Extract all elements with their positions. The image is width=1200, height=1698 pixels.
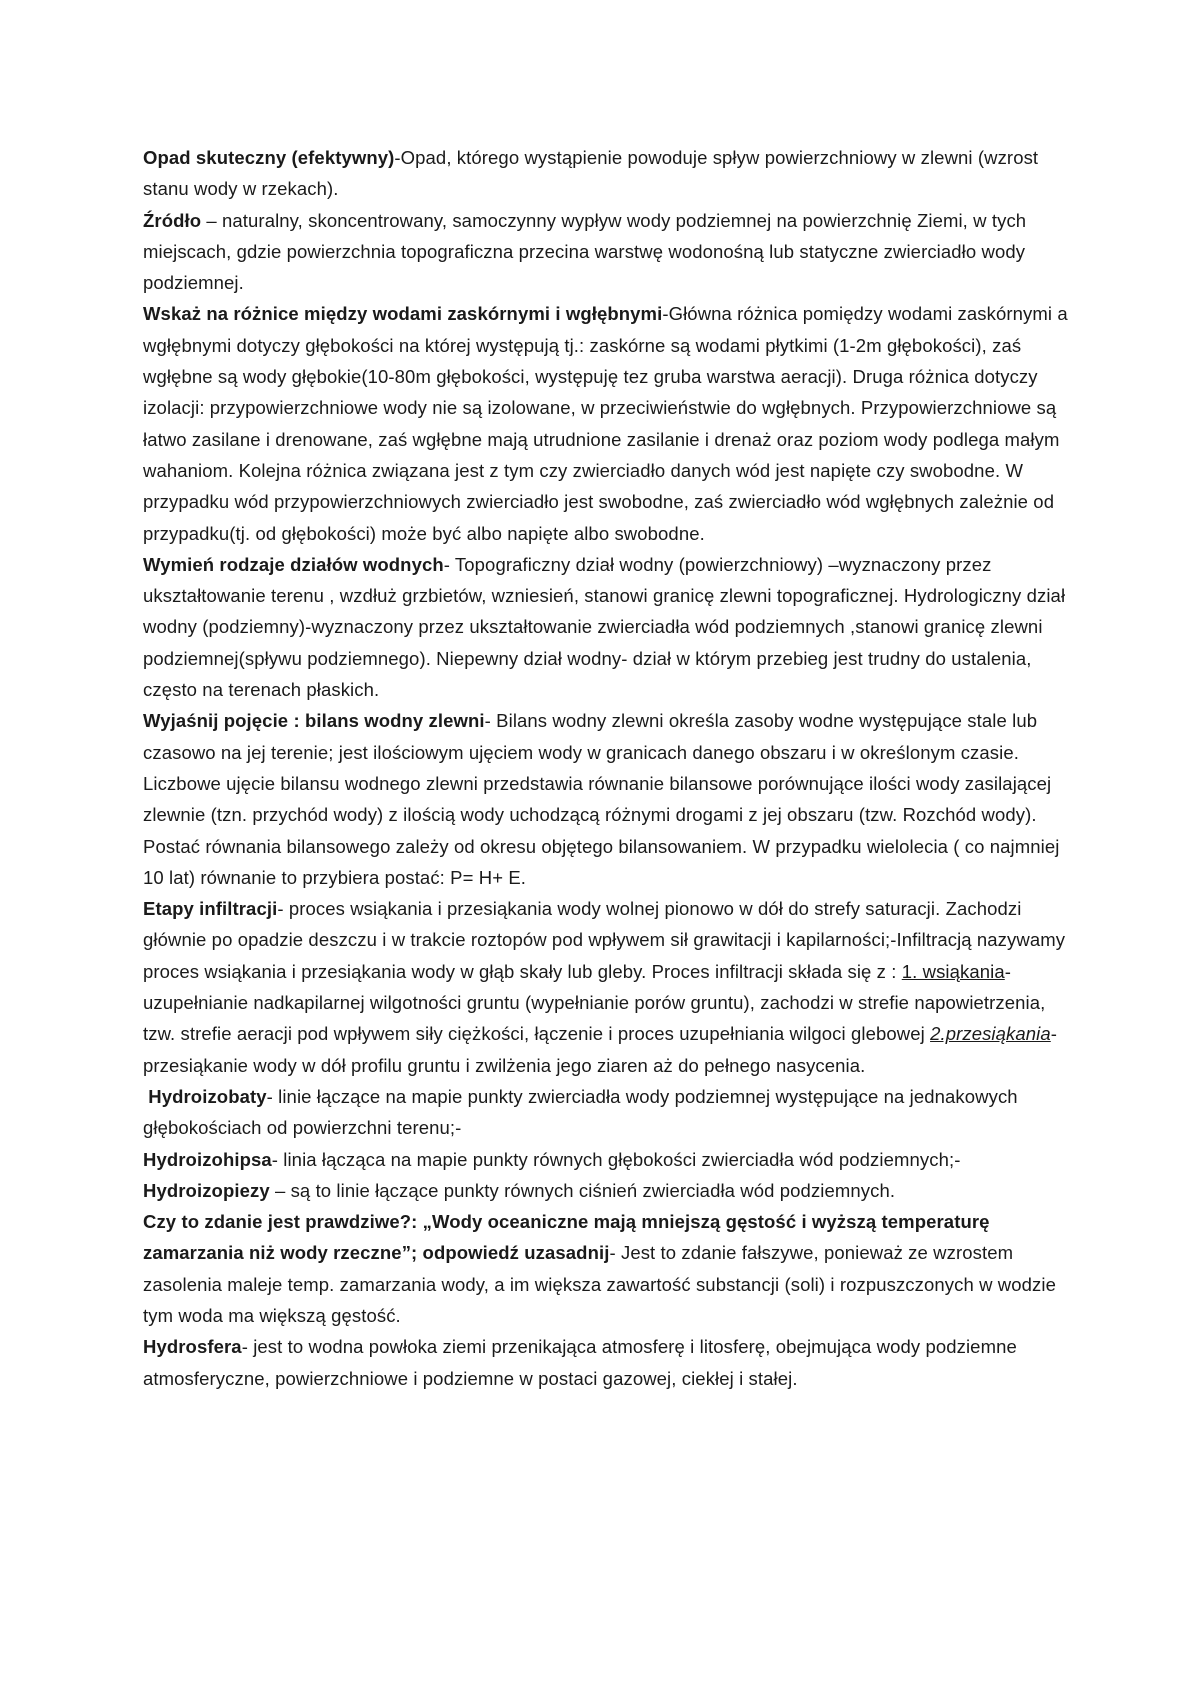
term-zrodlo: Źródło <box>143 209 202 231</box>
paragraph-etapy-infiltracji <box>143 893 1073 1081</box>
term-hydroizohipsa: Hydroizohipsa <box>143 1148 272 1170</box>
definition-opad-skuteczny: -Opad, którego wystąpienie powoduje spływ powierzchniowy w zlewni (wzrost stanu wody w rzekach). <box>143 147 1039 200</box>
term-wody-oceaniczne: Czy to zdanie jest prawdziwe?: „Wody oceaniczne mają mniejszą gęstość i wyższą temperaturę zamarzania niż wody rzeczne”; odpowiedź uzasadnij <box>143 1211 990 1264</box>
step-wsiakania: 1. wsiąkania <box>901 960 1005 982</box>
definition-zrodlo: – naturalny, skoncentrowany, samoczynny wypływ wody podziemnej na powierzchnię Ziemi, w tych miejscach, gdzie powierzchnia topograficzna przecina warstwę wodonośną lub statyczne zwierciadło wody podziemnej. <box>143 209 1027 294</box>
paragraph-wody-oceaniczne <box>143 1206 1073 1331</box>
term-hydrosfera: Hydrosfera <box>143 1336 242 1358</box>
term-etapy-infiltracji: Etapy infiltracji <box>143 898 278 920</box>
definition-hydroizopiezy: – są to linie łączące punkty równych ciśnień zwierciadła wód podziemnych. <box>269 1179 896 1201</box>
term-opad-skuteczny: Opad skuteczny (efektywny) <box>143 147 395 168</box>
definition-hydrosfera: - jest to wodna powłoka ziemi przenikająca atmosferę i litosferę, obejmująca wody podziemne atmosferyczne, powierzchniowe i podziemne w postaci gazowej, ciekłej i stałej. <box>143 1336 1017 1389</box>
term-hydroizopiezy: Hydroizopiezy <box>143 1179 270 1201</box>
paragraph-roznice-wod <box>143 298 1073 548</box>
definition-wody-oceaniczne: - Jest to zdanie fałszywe, ponieważ ze wzrostem zasolenia maleje temp. zamarzania wody, a im większa zawartość substancji (soli) i rozpuszczonych w wodzie tym woda ma większą gęstość. <box>143 1242 1056 1326</box>
paragraph-hydroizopiezy <box>143 1175 1073 1206</box>
document-body <box>143 142 1073 1394</box>
paragraph-dzialy-wodne <box>143 549 1073 705</box>
definition-hydroizobaty: - linie łączące na mapie punkty zwierciadła wody podziemnej występujące na jednakowych głębokościach od powierzchni terenu;- <box>143 1085 1018 1139</box>
definition-przesiakania: - przesiąkanie wody w dół profilu gruntu i zwilżenia jego ziaren aż do pełnego nasycenia. <box>143 1023 1058 1076</box>
term-bilans-wodny: Wyjaśnij pojęcie : bilans wodny zlewni <box>143 710 485 732</box>
definition-dzialy-wodne: - Topograficzny dział wodny (powierzchniowy) –wyznaczony przez ukształtowanie terenu , wzdłuż grzbietów, wzniesień, stanowi granicę zlewni topograficznej. Hydrologiczny dział wodny (podziemny)-wyznaczony przez ukształtowanie zwierciadła wód podziemnych ,stanowi granicę zlewni podziemnej(spływu podziemnego). Niepewny dział wodny- dział w którym przebieg jest trudny do ustalenia, często na terenach płaskich. <box>143 553 1066 701</box>
paragraph-opad-skuteczny <box>143 142 1073 205</box>
definition-etapy-infiltracji: - proces wsiąkania i przesiąkania wody wolnej pionowo w dół do strefy saturacji. Zachodzi głównie po opadzie deszczu i w trakcie roztopów pod wpływem sił grawitacji i kapilarności;-Infiltracją nazywamy proces wsiąkania i przesiąkania wody w głąb skały lub gleby. Proces infiltracji składa się z : <box>143 898 1066 982</box>
paragraph-zrodlo <box>143 205 1073 299</box>
step-przesiakania: 2.przesiąkania <box>930 1023 1051 1045</box>
term-roznice-wod: Wskaż na różnice między wodami zaskórnymi i wgłębnymi <box>143 303 663 325</box>
definition-wsiakania: - uzupełnianie nadkapilarnej wilgotności gruntu (wypełnianie porów gruntu), zachodzi w strefie napowietrzenia, tzw. strefie aeracji pod wpływem siły ciężkości, łączenie i proces uzupełniania wilgoci glebowej <box>143 960 1046 1045</box>
definition-roznice-wod: -Główna różnica pomiędzy wodami zaskórnymi a wgłębnymi dotyczy głębokości na której występują tj.: zaskórne są wodami płytkimi (1-2m głębokości), zaś wgłębne są wody głębokie(10-80m głębokości, występuję tez gruba warstwa aeracji). Druga różnica dotyczy izolacji: przypowierzchniowe wody nie są izolowane, w przeciwieństwie do wgłębnych. Przypowierzchniowe są łatwo zasilane i drenowane, zaś wgłębne mają utrudnione zasilanie i drenaż oraz poziom wody podlega małym wahaniom. Kolejna różnica związana jest z tym czy zwierciadło danych wód jest napięte czy swobodne. W przypadku wód przypowierzchniowych zwierciadło jest swobodne, zaś zwierciadło wód wgłębnych zależnie od przypadku(tj. od głębokości) może być albo napięte albo swobodne. <box>143 303 1068 544</box>
term-dzialy-wodne: Wymień rodzaje działów wodnych <box>143 553 444 575</box>
definition-bilans-wodny: - Bilans wodny zlewni określa zasoby wodne występujące stale lub czasowo na jej terenie; jest ilościowym ujęciem wody w granicach danego obszaru i w określonym czasie. Liczbowe ujęcie bilansu wodnego zlewni przedstawia równanie bilansowe porównujące ilości wody zasilającej zlewnie (tzn. przychód wody) z ilością wody uchodzącą różnymi drogami z jej obszaru (tzw. Rozchód wody). Postać równania bilansowego zależy od okresu objętego bilansowaniem. W przypadku wielolecia ( co najmniej 10 lat) równanie to przybiera postać: P= H+ E. <box>143 710 1060 888</box>
paragraph-bilans-wodny <box>143 705 1073 893</box>
paragraph-hydrosfera <box>143 1331 1073 1394</box>
definition-hydroizohipsa: - linia łącząca na mapie punkty równych głębokości zwierciadła wód podziemnych;- <box>271 1148 961 1170</box>
paragraph-hydroizobaty <box>143 1081 1073 1144</box>
term-hydroizobaty: Hydroizobaty <box>148 1085 267 1107</box>
paragraph-hydroizohipsa <box>143 1144 1073 1175</box>
